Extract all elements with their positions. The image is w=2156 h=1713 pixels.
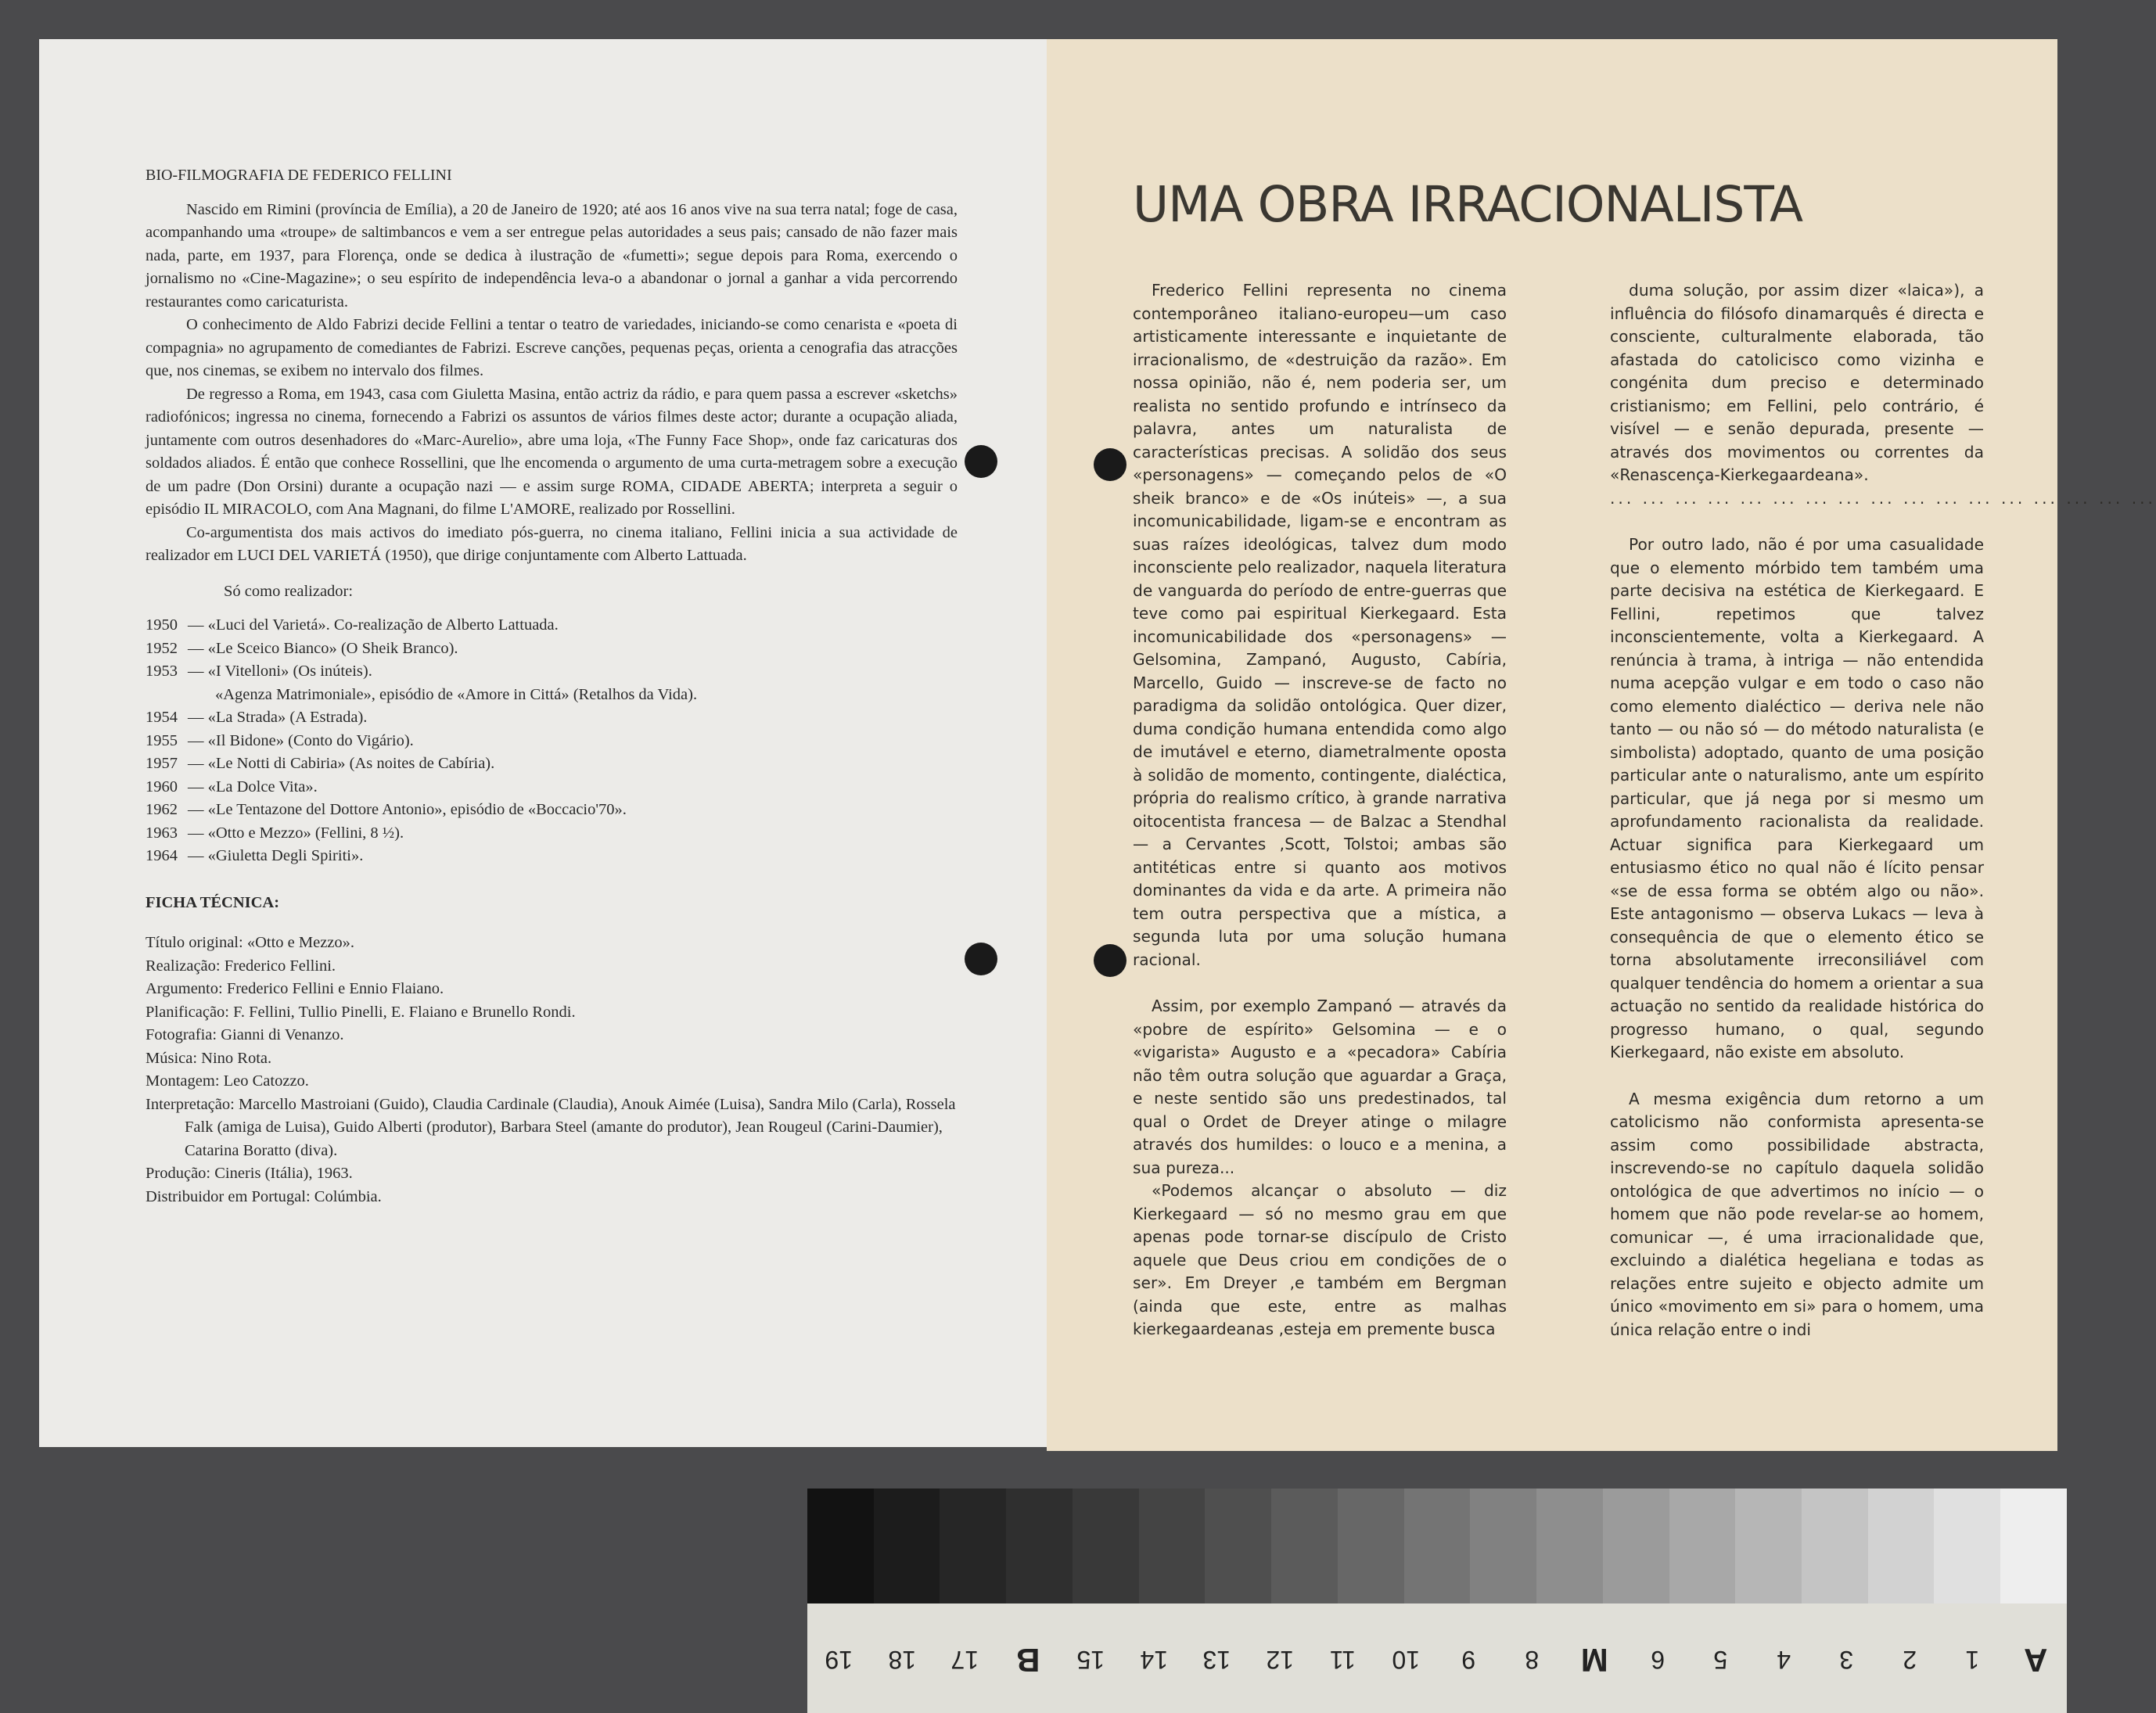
- film-title: — «Le Notti di Cabiria» (As noites de Cabíria).: [188, 755, 495, 772]
- bio-paragraph-2: O conhecimento de Aldo Fabrizi decide Fellini a tentar o teatro de variedades, iniciando-se como cenarista e «poeta di compagnia» no agrupamento de comediantes de Fabrizi. Escreve canções, pequenas peças, orienta a cenografia das atracções que, nos cinemas, se exibem no intervalo dos filmes.: [146, 316, 958, 379]
- film-title: — «Luci del Varietá». Co-realização de Alberto Lattuada.: [188, 616, 559, 634]
- essay-title: UMA OBRA IRRACIONALISTA: [1133, 176, 1803, 233]
- film-year: 1962: [146, 801, 178, 818]
- gray-patch: [1669, 1489, 1736, 1603]
- gray-patch: [1139, 1489, 1206, 1603]
- filmography-list: [146, 614, 958, 868]
- film-entry: [146, 730, 958, 753]
- bio-paragraph-4: Co-argumentista dos mais activos do imediato pós-guerra, no cinema italiano, Fellini inicia a sua actividade de realizador em LUCI DEL VARIETÁ (1950), que dirige conjuntamente com Alberto Lattuada.: [146, 523, 958, 564]
- color-calibration-strip: [807, 1489, 2067, 1713]
- essay-column-left: [1133, 279, 1507, 1341]
- film-entry: [146, 845, 958, 868]
- biofilmography-heading: BIO-FILMOGRAFIA DE FEDERICO FELLINI: [146, 167, 452, 184]
- film-year: 1963: [146, 824, 178, 842]
- essay-paragraph: duma solução, por assim dizer «laica»), a influência do filósofo dinamarquês é directa e consciente, culturalmente elaborada, tão afastada do catolicisco como vizinha e congénita dum preciso e determinado cristianismo; em Fellini, pelo contrário, é visível — e senão depurada, presente — através dos movimentos ou correntes da «Renascença-Kierkegaardeana».: [1610, 281, 1984, 484]
- film-entry: [146, 799, 958, 822]
- gray-patch: [1802, 1489, 1868, 1603]
- scale-number: 12: [1265, 1646, 1294, 1674]
- credit-line: Música: Nino Rota.: [146, 1049, 272, 1067]
- punch-hole: [965, 445, 997, 478]
- scale-number: 15: [1076, 1646, 1105, 1674]
- scale-number: 17: [950, 1646, 979, 1674]
- gray-patch: [1868, 1489, 1935, 1603]
- gray-patch: [1205, 1489, 1271, 1603]
- film-year: 1954: [146, 709, 178, 726]
- gray-patch: [2000, 1489, 2067, 1603]
- gray-patch: [940, 1489, 1006, 1603]
- essay-paragraph: Frederico Fellini representa no cinema contemporâneo italiano-europeu—um caso artisticamente interessante e inquietante de irracionalismo, de «destruição da razão». Em nossa opinião, não é, nem poderia ser, um realista no sentido profundo e intrínseco da palavra, antes um naturalista de características precisas. A solidão dos seus «personagens» — começando pelos de «O sheik branco» e de «Os inúteis» —, a sua incomunicabilidade, ligam-se e encontram as suas raízes ideológicas, talvez dum modo inconsciente pelo realizador, naquela literatura de vanguarda do período de entre-guerras que teve como pai espiritual Kierkegaard. Esta incomunicabilidade dos «personagens» — Gelsomina, Zampanó, Augusto, Cabíria, Marcello, Guido — inscreve-se de facto no paradigma da solidão ontológica. Quer dizer, duma condição humana entendida como algo de imutável e eterno, diametralmente oposta à solidão de momento, contingente, dialéctica, própria do realismo crítico, à grande narrativa oitocentista francesa — de Balzac a Stendhal — a Cervantes ,Scott, Tolstoi; ambas são antitéticas entre si quanto aos motivos dominantes da vida e da arte. A primeira não tem outra perspectiva que a mística, a segunda luta por uma solução humana racional.: [1133, 281, 1507, 969]
- film-year: 1960: [146, 777, 178, 795]
- film-title: — «La Dolce Vita».: [188, 777, 318, 795]
- scale-number: 10: [1391, 1646, 1420, 1674]
- film-entry: [146, 684, 958, 707]
- gray-patch: [1006, 1489, 1073, 1603]
- gray-patch: [1073, 1489, 1139, 1603]
- scale-number: 14: [1139, 1646, 1168, 1674]
- film-year: 1955: [146, 731, 178, 749]
- scale-number: 1: [1965, 1646, 1980, 1674]
- scale-numbers: [807, 1606, 2067, 1713]
- gray-patch: [1470, 1489, 1536, 1603]
- film-year: 1950: [146, 616, 178, 634]
- film-title: — «Otto e Mezzo» (Fellini, 8 ½).: [188, 824, 404, 842]
- scale-number: 18: [887, 1646, 916, 1674]
- film-year: 1953: [146, 663, 178, 680]
- essay-column-right: [1610, 279, 2156, 1341]
- technical-sheet-heading: FICHA TÉCNICA:: [146, 893, 280, 911]
- left-page: [39, 39, 1048, 1447]
- punch-hole: [965, 943, 997, 975]
- essay-paragraph: Assim, por exemplo Zampanó — através da «pobre de espírito» Gelsomina — e o «vigarista» Augusto e a «pecadora» Cabíria não têm outra solução que aguardar a Graça, e neste sentido são uns predestinados, tal qual o Ordet de Dreyer atinge o milagre através dos humildes: o louco e a menina, a sua pureza...: [1133, 997, 1507, 1177]
- film-entry: [146, 822, 958, 846]
- film-title: — «Le Tentazone del Dottore Antonio», episódio de «Boccacio'70».: [188, 801, 627, 818]
- scale-number: 13: [1202, 1646, 1231, 1674]
- film-title: — «Giuletta Degli Spiriti».: [188, 847, 364, 864]
- scale-number: 19: [825, 1646, 853, 1674]
- scale-number: 2: [1902, 1646, 1917, 1674]
- film-title: «Agenza Matrimoniale», episódio de «Amore in Cittá» (Retalhos da Vida).: [215, 685, 698, 703]
- film-entry: [146, 776, 958, 799]
- film-year: 1957: [146, 755, 178, 772]
- credit-line: Realização: Frederico Fellini.: [146, 957, 336, 975]
- scale-number: 11: [1329, 1646, 1356, 1674]
- bio-paragraph-3: De regresso a Roma, em 1943, casa com Giuletta Masina, então actriz da rádio, e para quem passa a escrever «sketchs» radiofónicos; ingressa no cinema, fornecendo a Fabrizi os assuntos de vários filmes deste actor; durante a ocupação aliada, juntamente com outros desenhadores do «Marc-Aurelio», abre uma loja, «The Funny Face Shop», onde faz caricaturas dos soldados aliados. É então que conhece Rossellini, que lhe encomenda o argumento de uma curta-metragem sobre a execução de um padre (Don Orsini) durante a ocupação nazi — e assim surge ROMA, CIDADE ABERTA; interpreta a seguir o episódio IL MIRACOLO, com Ana Magnani, do filme L'AMORE, realizado por Rossellini.: [146, 385, 958, 518]
- film-title: — «Il Bidone» (Conto do Vigário).: [188, 731, 414, 749]
- film-entry: [146, 637, 958, 661]
- gray-patch: [1934, 1489, 2000, 1603]
- gray-patch: [1338, 1489, 1404, 1603]
- credit-line: Montagem: Leo Catozzo.: [146, 1072, 309, 1090]
- film-year: 1964: [146, 847, 178, 864]
- bio-paragraph-1: Nascido em Rimini (província de Emília), a 20 de Janeiro de 1920; até aos 16 anos vive na sua terra natal; foge de casa, acompanhando uma «troupe» de saltimbancos e vem a ser entregue pelas autoridades a seus pais; cansado de não fazer mais nada, parte, em 1937, para Florença, onde se dedica à ilustração de «fumetti»; segue depois para Roma, exercendo o jornalismo no «Cine-Magazine»; o seu espírito de independência leva-o a abandonar o jornal a ganhar a vida percorrendo restaurantes como caricaturista.: [146, 200, 958, 311]
- director-only-subheading: Só como realizador:: [224, 582, 354, 600]
- scale-number: 5: [1713, 1646, 1728, 1674]
- scale-number: 3: [1839, 1646, 1854, 1674]
- gray-patch: [1735, 1489, 1802, 1603]
- scale-number: 4: [1776, 1646, 1791, 1674]
- gray-patch: [1271, 1489, 1338, 1603]
- scale-number: M: [1580, 1641, 1608, 1679]
- scale-number: B: [1015, 1641, 1040, 1679]
- ellipsis-divider: ... ... ... ... ... ... ... ... ... ... ... ... ... ... ... ... ...: [1610, 488, 2156, 508]
- credit-line: Argumento: Frederico Fellini e Ennio Flaiano.: [146, 980, 444, 997]
- punch-hole: [1094, 448, 1127, 481]
- essay-columns: [1133, 279, 2156, 1341]
- film-title: — «Le Sceico Bianco» (O Sheik Branco).: [188, 639, 458, 657]
- essay-paragraph: «Podemos alcançar o absoluto — diz Kierkegaard — só no mesmo grau em que apenas pode tornar-se discípulo de Cristo aquele que Deus criou em condições de o ser». Em Dreyer ,e também em Bergman (ainda que este, entre as malhas kierkegaardeanas ,esteja em premente busca: [1133, 1181, 1507, 1338]
- film-title: — «I Vitelloni» (Os inúteis).: [188, 663, 372, 680]
- essay-paragraph: A mesma exigência dum retorno a um catolicismo não conformista apresenta-se assim como possibilidade abstracta, inscrevendo-se no capítulo daquela solidão ontológica de que advertimos no início — o homem que não pode revelar-se ao homem, comunicar —, é uma irracionalidade que, excluindo a dialética hegeliana e todas as relações entre sujeito e objecto admite um único «movimento em si» para o homem, uma única relação entre o indi: [1610, 1089, 1984, 1339]
- film-entry: [146, 706, 958, 730]
- gray-patch: [1536, 1489, 1603, 1603]
- credit-line: Distribuidor em Portugal: Colúmbia.: [146, 1187, 382, 1205]
- film-title: — «La Strada» (A Estrada).: [188, 709, 368, 726]
- credit-line: Planificação: F. Fellini, Tullio Pinelli, E. Flaiano e Brunello Rondi.: [146, 1003, 576, 1021]
- gray-patch: [807, 1489, 874, 1603]
- credit-line: Título original: «Otto e Mezzo».: [146, 934, 355, 951]
- essay-paragraph: Por outro lado, não é por uma casualidade que o elemento mórbido tem também uma parte decisiva na estética de Kierkegaard. E Fellini, repetimos que talvez inconscientemente, volta a Kierkegaard. A renúncia à trama, à intriga — não entendida numa acepção vulgar e em todo o caso não como elemento dialéctico — deriva nele não tanto — ou não só — do método naturalista (e simbolista) adoptado, quanto de uma posição particular ante o naturalismo, ante um espírito particular, que já nega por si mesmo um aprofundamento racionalista da realidade. Actuar significa para Kierkegaard um entusiasmo ético no qual não é lícito pensar «se de essa forma se obtém algo ou não». Este antagonismo — observa Lukacs — leva à consequência de que o elemento ético se torna absolutamente irreconsiliável com qualquer tendência do homem a orientar a sua actuação no sentido da realidade histórica do progresso humano, o qual, segundo Kierkegaard, não existe em absoluto.: [1610, 535, 1984, 1061]
- film-entry: [146, 614, 958, 637]
- biofilmography: [146, 164, 958, 1208]
- credit-line: Interpretação: Marcello Mastroiani (Guido), Claudia Cardinale (Claudia), Anouk Aimée (Luisa), Sandra Milo (Carla), Rossela Falk (amiga de Luisa), Guido Alberti (produtor), Barbara Steel (amante do produtor), Jean Rougeul (Carini-Daumier), Catarina Boratto (diva).: [146, 1095, 956, 1159]
- film-entry: [146, 752, 958, 776]
- film-entry: [146, 660, 958, 684]
- grayscale-patches: [807, 1489, 2067, 1603]
- scale-number: A: [2023, 1641, 2047, 1679]
- gray-patch: [874, 1489, 940, 1603]
- essay: [1133, 176, 2156, 1341]
- punch-hole: [1094, 944, 1127, 977]
- technical-credits: [146, 932, 958, 1208]
- scale-number: 8: [1524, 1646, 1539, 1674]
- gray-patch: [1603, 1489, 1669, 1603]
- scale-number: 6: [1650, 1646, 1665, 1674]
- scale-number: 9: [1461, 1646, 1476, 1674]
- credit-line: Fotografia: Gianni di Venanzo.: [146, 1026, 344, 1043]
- credit-line: Produção: Cineris (Itália), 1963.: [146, 1165, 353, 1182]
- right-page: [1047, 39, 2156, 1451]
- gray-patch: [1404, 1489, 1471, 1603]
- film-year: 1952: [146, 639, 178, 657]
